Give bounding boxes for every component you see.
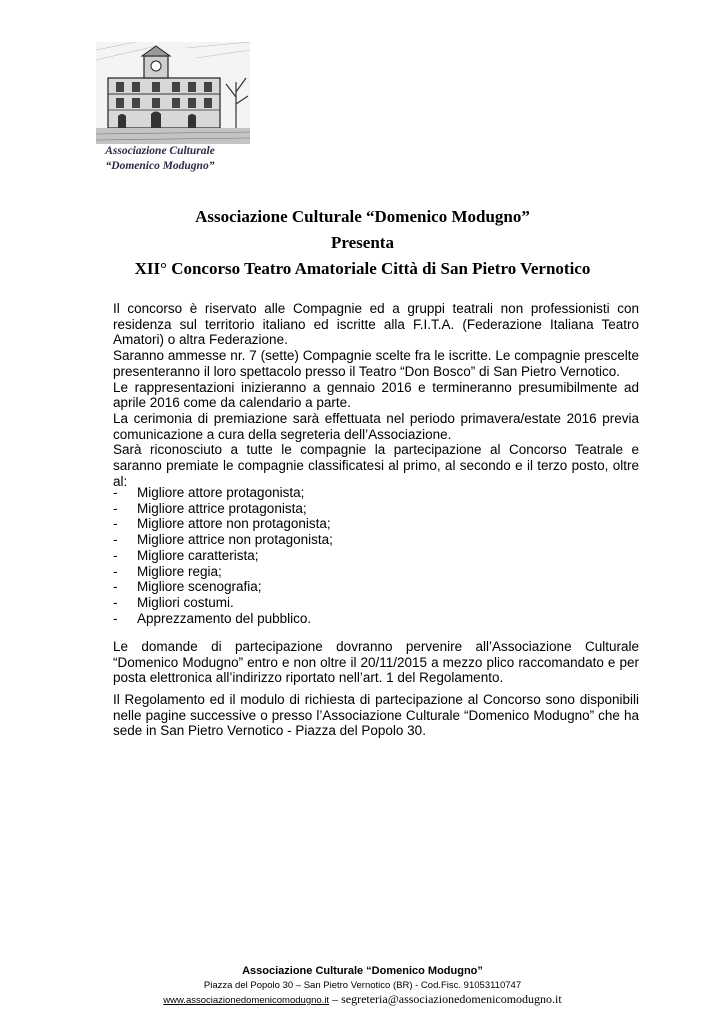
logo-caption-line2: “Domenico Modugno” <box>105 160 215 172</box>
bullet-dash: - <box>113 532 118 548</box>
bullet-dash: - <box>113 579 118 595</box>
title-organization: Associazione Culturale “Domenico Modugno” <box>195 207 530 226</box>
footer-email[interactable]: segreteria@associazionedomenicomodugno.it <box>341 992 562 1006</box>
title-contest: XII° Concorso Teatro Amatoriale Città di San Pietro Vernotico <box>134 259 591 278</box>
bullet-dash: - <box>113 594 118 610</box>
paragraph-admission: Saranno ammesse nr. 7 (sette) Compagnie scelte fra le iscritte. Le compagnie prescelte presenteranno il loro spettacolo presso il Teatro “Don Bosco” di San Pietro Vernotico. <box>113 348 639 379</box>
footer-separator: – <box>329 992 342 1006</box>
bullet-dash: - <box>113 547 118 563</box>
list-item: - Migliore attrice non protagonista; <box>113 532 333 548</box>
bullet-dash: - <box>113 500 118 516</box>
logo-drawing <box>96 42 250 144</box>
paragraph-prizes: Sarà riconosciuto a tutte le compagnie la partecipazione al Concorso Teatrale e saranno premiate le compagnie classificatesi al primo, al secondo e il terzo posto, oltre al: <box>113 442 639 489</box>
footer-website-link[interactable]: www.associazionedomenicomodugno.it <box>163 995 330 1006</box>
bullet-dash: - <box>113 610 118 626</box>
bullet-dash: - <box>113 563 118 579</box>
list-item: - Apprezzamento del pubblico. <box>113 610 312 626</box>
footer <box>0 964 725 1008</box>
paragraph-regulations: Il Regolamento ed il modulo di richiesta di partecipazione al Concorso sono disponibili nelle pagine successive o presso l’Associazione Culturale “Domenico Modugno” che ha sede in San Pietro Vernotico - Piazza del Popolo 30. <box>113 692 639 739</box>
footer-contacts <box>0 992 725 1008</box>
list-item: - Migliore attore non protagonista; <box>113 516 331 532</box>
list-item: - Migliore scenografia; <box>113 579 262 595</box>
paragraph-ceremony: La cerimonia di premiazione sarà effettuata nel periodo primavera/estate 2016 previa comunicazione a cura della segreteria dell’Associazione. <box>113 410 639 442</box>
awards-list <box>113 485 613 626</box>
list-item: - Migliore attore protagonista; <box>113 485 305 500</box>
logo-caption <box>100 144 220 174</box>
title-presenta: Presenta <box>331 233 394 252</box>
paragraph-applications: Le domande di partecipazione dovranno pervenire all’Associazione Culturale “Domenico Modugno” entro e non oltre il 20/11/2015 a mezzo plico raccomandato e per posta elettronica all’indirizzo riportato nell’art. 1 del Regolamento. <box>113 639 639 686</box>
paragraph-eligibility: Il concorso è riservato alle Compagnie ed a gruppi teatrali non professionisti con residenza sul territorio italiano ed iscritte alla F.I.T.A. (Federazione Italiana Teatro Amatori) o altra Federazione. <box>113 301 639 348</box>
list-item: - Migliore attrice protagonista; <box>113 500 307 516</box>
list-item: - Migliori costumi. <box>113 594 234 610</box>
list-item: - Migliore caratterista; <box>113 547 259 563</box>
list-item: - Migliore regia; <box>113 563 222 579</box>
logo-caption-line1: Associazione Culturale <box>105 145 215 157</box>
document-title-block <box>0 204 725 282</box>
bullet-dash: - <box>113 485 118 500</box>
footer-organization: Associazione Culturale “Domenico Modugno” <box>242 965 483 977</box>
bullet-dash: - <box>113 516 118 532</box>
footer-address: Piazza del Popolo 30 – San Pietro Vernotico (BR) - Cod.Fisc. 91053110747 <box>203 980 522 991</box>
body-text <box>113 301 639 489</box>
paragraph-schedule: Le rappresentazioni inizieranno a gennaio 2016 e termineranno presumibilmente ad aprile 2016 come da calendario a parte. <box>113 379 639 411</box>
